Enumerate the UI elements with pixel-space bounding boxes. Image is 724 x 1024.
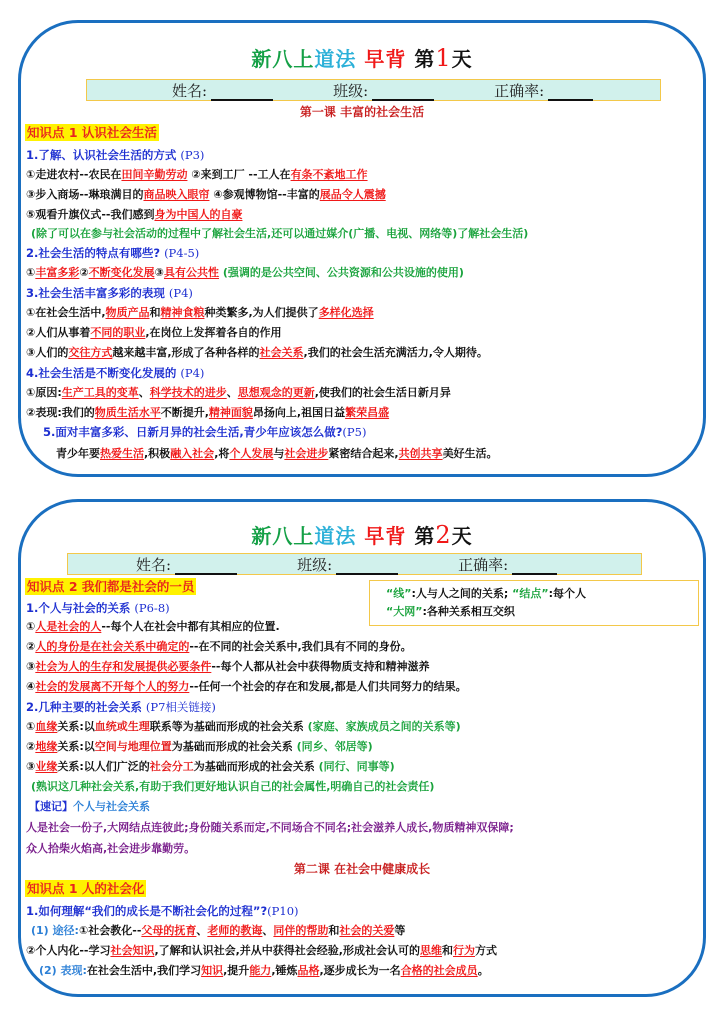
text-segment: 美好生活。 [442,447,498,460]
key-term: 生产工具的变革 [61,386,139,399]
text-segment: ① [26,620,36,633]
key-term: 展品令人震撼 [319,188,386,201]
text-segment: :各种关系相互交织 [422,605,515,618]
key-term: 血缘 [35,720,58,733]
lesson-title: 第一课 丰富的社会生活 [299,105,425,119]
key-term: 身为中国人的自豪 [154,208,243,221]
key-term: 品格 [297,964,320,977]
text-segment: 青少年要 [56,447,100,460]
page-ref: (P5) [342,425,367,439]
text-segment: 紧密结合起来, [328,447,399,460]
text-segment: 方式 [475,944,497,957]
key-term: 繁荣昌盛 [345,406,390,419]
page-ref: (P4) [180,366,205,380]
answer-line [26,659,429,675]
accuracy-field[interactable] [458,554,557,575]
answer-line [26,187,386,203]
answer-line [26,943,497,959]
text-segment: ①社会教化-- [78,924,142,937]
name-field[interactable] [136,554,237,575]
memo-line: 人是社会一份子,大网结点连彼此;身份随关系而定,不同场合不同名;社会滋养人成长,物质精神双保障; [26,821,514,834]
title-day-number: 1 [435,44,452,72]
key-term: 社会进步 [284,447,329,460]
text-segment: 3.社会生活丰富多彩的表现 [26,286,165,300]
key-term: 合格的社会成员 [400,964,478,977]
text-segment: ④参观博物馆--丰富的 [209,188,320,201]
title-morning-recital: 早背 [364,524,407,548]
title-di: 第 [414,524,436,548]
day2-title [21,520,703,549]
name-label: 姓名: [136,555,172,574]
text-segment: “结点” [512,587,549,600]
class-label: 班级: [297,555,333,574]
answer-line [26,739,373,755]
text-segment: ,逐步成长为一名 [319,964,401,977]
text-segment: ,锤炼 [271,964,298,977]
text-segment: 、 [196,924,208,937]
key-term: 老师的教诲 [207,924,263,937]
text-segment: ,提升 [223,964,250,977]
text-segment: (同行、同事等) [314,760,395,773]
key-term: 商品映入眼帘 [143,188,210,201]
text-segment: (同乡、邻居等) [292,740,373,753]
callout-box [369,580,699,626]
key-term: 社会知识 [110,944,155,957]
text-segment: ,我们的社会生活充满活力,令人期待。 [303,346,488,359]
title-grade: 新八上 [251,524,315,548]
question-heading [26,147,204,163]
text-segment: 越来越丰富,形成了各种各样的 [112,346,260,359]
text-segment: 不断提升, [160,406,209,419]
answer-line [26,167,368,183]
text-segment: (强调的是公共空间、公共资源和公共设施的使用) [218,266,464,279]
text-segment: ,了解和认识社会,并从中获得社会经验,形成社会认可的 [154,944,420,957]
answer-line [26,679,467,695]
text-segment: ④ [26,680,36,693]
text-segment: ②个人内化--学习 [26,944,111,957]
key-term: 不同的职业 [90,326,146,339]
text-segment: 关系:以人们广泛的 [57,760,150,773]
key-term: 物质产品 [105,306,150,319]
text-segment: ②来到工厂 --工人在 [187,168,291,181]
memo-label: 【速记】 [29,800,73,813]
text-segment: ①在社会生活中, [26,306,106,319]
student-info-bar [67,553,642,575]
text-segment: 空间与地理位置 [94,740,172,753]
accuracy-blank[interactable] [512,561,557,575]
text-segment: 在社会生活中,我们学习 [86,964,202,977]
text-segment: ② [79,266,89,279]
lesson-title: 第二课 在社会中健康成长 [293,862,431,876]
text-segment: 和 [328,924,340,937]
text-segment: 。 [477,964,489,977]
accuracy-label: 正确率: [458,555,509,574]
memo-title: 个人与社会关系 [73,800,150,813]
text-segment: 种类繁多,为人们提供了 [204,306,319,319]
name-field[interactable] [172,80,273,101]
answer-line [26,759,395,775]
key-term: 不断变化发展 [88,266,155,279]
key-term: 个人发展 [229,447,274,460]
day1-card [18,20,706,477]
key-term: 多样化选择 [318,306,374,319]
text-segment: 2.几种主要的社会关系 [26,700,142,714]
answer-line [26,619,280,635]
text-segment: (1) 途径: [31,924,79,937]
text-segment: 血统或生理 [94,720,150,733]
name-label: 姓名: [172,81,208,100]
class-label: 班级: [333,81,369,100]
question-heading [26,699,216,715]
text-segment: ,在岗位上发挥着各自的作用 [145,326,282,339]
knowledge-point-heading: 知识点 1 人的社会化 [27,881,145,896]
answer-line [26,405,389,421]
text-segment: ③ [26,660,36,673]
text-segment: 和 [149,306,161,319]
text-segment: 关系:以 [57,720,95,733]
text-segment: 等 [394,924,406,937]
text-segment: ②表现:我们的 [26,406,95,419]
text-segment: --每个人在社会中都有其相应的位置. [101,620,280,633]
memo-heading [29,799,150,815]
answer-line [26,325,282,341]
key-term: 能力 [249,964,272,977]
text-segment: ⑤观看升旗仪式--我们感到 [26,208,155,221]
title-day-number: 2 [435,521,452,549]
answer-line [26,639,412,655]
text-segment: 为基础而形成的社会关系 [193,760,315,773]
key-term: 精神面貌 [208,406,253,419]
question-heading [26,285,193,301]
question-heading [26,365,204,381]
text-segment: ①原因: [26,386,62,399]
text-segment: ,使我们的社会生活日新月异 [314,386,451,399]
answer-line [39,963,489,979]
page-ref: (P7相关链接) [145,700,216,714]
text-segment: ②人们从事着 [26,326,91,339]
text-segment: :人与人之间的关系; [411,587,509,600]
question-heading [26,903,299,919]
key-term: 同伴的帮助 [273,924,329,937]
text-segment: 和 [442,944,453,957]
class-blank[interactable] [372,87,434,101]
title-tian: 天 [451,524,473,548]
title-morning-recital: 早背 [364,47,407,71]
title-subject: 道法 [314,47,357,71]
key-term: 交往方式 [68,346,113,359]
text-segment: 为基础而形成的社会关系 [171,740,293,753]
key-term: 父母的抚育 [141,924,197,937]
title-di: 第 [414,47,436,71]
key-term: 社会的发展离不开每个人的努力 [35,680,190,693]
text-segment: (家庭、家族成员之间的关系等) [303,720,461,733]
text-segment: 与 [273,447,285,460]
key-term: 融入社会 [170,447,215,460]
text-segment: ③ [26,760,36,773]
text-segment: 2.社会生活的特点有哪些? [26,246,161,260]
note-line: (熟识这几种社会关系,有助于我们更好地认识自己的社会属性,明确自己的社会责任) [31,780,435,793]
title-grade: 新八上 [251,47,315,71]
knowledge-point-heading: 知识点 1 认识社会生活 [27,125,157,140]
text-segment: “大网” [386,605,423,618]
text-segment: --每个人都从社会中获得物质支持和精神滋养 [211,660,430,673]
key-term: 具有公共性 [163,266,219,279]
key-term: 社会为人的生存和发展提供必要条件 [35,660,212,673]
answer-line [56,446,498,462]
title-tian: 天 [451,47,473,71]
name-blank[interactable] [175,561,237,575]
name-blank[interactable] [211,87,273,101]
text-segment: 关系:以 [57,740,95,753]
answer-line [31,923,405,939]
key-term: 人的身份是在社会关系中确定的 [35,640,190,653]
text-segment: 社会分工 [149,760,194,773]
text-segment: 昂扬向上,祖国日益 [252,406,346,419]
text-segment: 1.如何理解“我们的成长是不断社会化的过程”? [26,904,268,918]
callout-line [386,585,698,603]
answer-line [26,207,242,223]
key-term: 热爱生活 [100,447,144,460]
page-ref: (P4-5) [164,246,200,260]
page-ref: (P6-8) [134,601,170,615]
memo-line: 众人拾柴火焰高,社会进步靠勤劳。 [26,842,196,855]
knowledge-point-heading: 知识点 2 我们都是社会的一员 [27,579,195,594]
text-segment: ③步入商场--琳琅满目的 [26,188,144,201]
answer-line [26,345,488,361]
day1-title [21,43,703,72]
text-segment: ② [26,640,36,653]
key-term: 人是社会的人 [35,620,102,633]
text-segment: ,积极 [144,447,171,460]
key-term: 有条不紊地工作 [290,168,368,181]
key-term: 科学技术的进步 [149,386,227,399]
key-term: 知识 [201,964,224,977]
key-term: 业缘 [35,760,58,773]
question-heading [26,600,170,616]
page-ref: (P4) [168,286,193,300]
accuracy-blank[interactable] [548,87,593,101]
text-segment: 、 [262,924,274,937]
text-segment: ③人们的 [26,346,69,359]
accuracy-field[interactable] [494,80,593,101]
text-segment: 5.面对丰富多彩、日新月异的社会生活,青少年应该怎么做? [43,425,343,439]
key-term: 思维 [420,944,442,957]
text-segment: --任何一个社会的存在和发展,都是人们共同努力的结果。 [189,680,467,693]
text-segment: ② [26,740,36,753]
day2-card [18,499,706,997]
answer-line [26,265,464,281]
key-term: 行为 [453,944,475,957]
text-segment: :每个人 [548,587,586,600]
key-term: 思想观念的更新 [237,386,315,399]
text-segment: 、 [138,386,150,399]
text-segment: 4.社会生活是不断变化发展的 [26,366,177,380]
student-info-bar [86,79,661,101]
text-segment: ①走进农村--农民在 [26,168,122,181]
key-term: 丰富多彩 [35,266,80,279]
text-segment: “线” [386,587,412,600]
class-blank[interactable] [336,561,398,575]
accuracy-label: 正确率: [494,81,545,100]
text-segment: 联系等为基础而形成的社会关系 [149,720,304,733]
key-term: 物质生活水平 [94,406,161,419]
text-segment: (2) 表现: [39,964,87,977]
answer-line [26,719,461,735]
title-subject: 道法 [314,524,357,548]
text-segment: ① [26,720,36,733]
question-text: 1.了解、认识社会生活的方式 [26,148,177,162]
answer-line [26,305,374,321]
text-segment: --在不同的社会关系中,我们具有不同的身份。 [189,640,412,653]
key-term: 共创共享 [398,447,443,460]
note-line: (除了可以在参与社会活动的过程中了解社会生活,还可以通过媒介(广播、电视、网络等)了解社会生活) [31,227,529,240]
key-term: 社会的关爱 [339,924,395,937]
key-term: 地缘 [35,740,58,753]
key-term: 精神食粮 [160,306,205,319]
page-ref: (P3) [180,148,205,162]
text-segment: ③ [154,266,164,279]
class-field[interactable] [333,80,434,101]
callout-line [386,603,698,621]
answer-line [26,385,451,401]
class-field[interactable] [297,554,398,575]
question-heading [43,424,366,440]
text-segment: 1.个人与社会的关系 [26,601,131,615]
key-term: 社会关系 [259,346,304,359]
text-segment: 、 [226,386,238,399]
text-segment: ,将 [214,447,230,460]
question-heading [26,245,199,261]
page-ref: (P10) [267,904,299,918]
key-term: 田间辛勤劳动 [121,168,188,181]
text-segment: ① [26,266,36,279]
